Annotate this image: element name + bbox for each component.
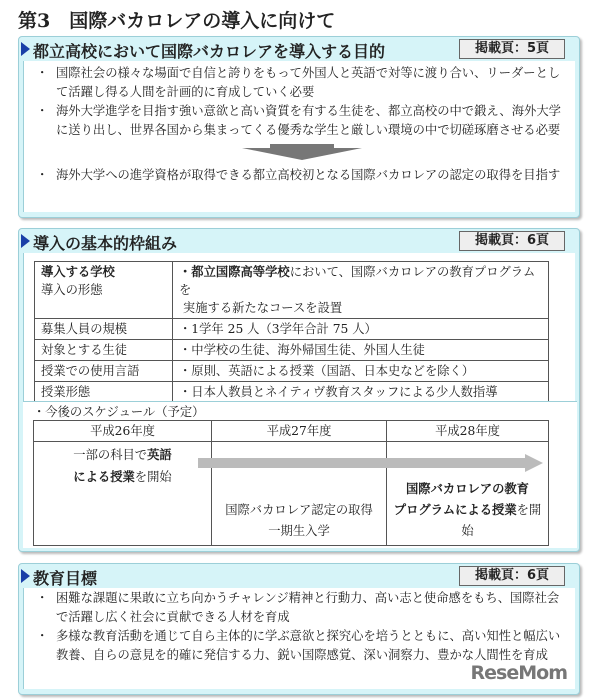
schedule-text: 一期生入学 <box>268 524 330 538</box>
down-arrow-icon <box>242 144 362 160</box>
row-label: 募集人員の規模 <box>35 319 173 340</box>
row-label: 対象とする生徒 <box>35 340 173 361</box>
section-heading: 教育目標 <box>33 569 98 588</box>
table-row <box>34 421 549 442</box>
year-header: 平成26年度 <box>34 421 212 442</box>
panel-header <box>19 229 579 253</box>
schedule-area <box>23 401 577 548</box>
table-row <box>35 340 549 361</box>
bullet-item: ・ 国際社会の様々な場面で自信と誇りをもって外国人と英語で対等に渡り合い、リーダーとして活躍し得る人間を計画的に育成していく必要 <box>36 64 567 102</box>
row-value: ・1学年 25 人（3学年合計 75 人） <box>173 319 549 340</box>
purpose-panel <box>18 36 580 218</box>
school-name: ・都立国際高等学校 <box>179 265 290 279</box>
year-header: 平成28年度 <box>387 421 549 442</box>
bullet-item: ・ 多様な教育活動を通じて自ら主体的に学ぶ意欲と探究心を培うとともに、高い知性と幅広い教養、自らの意見を的確に発信する力、鋭い国際感覚、深い洞察力、豊かな人間性を育成 <box>36 627 567 665</box>
framework-panel <box>18 228 580 552</box>
bullet-item: ・ 困難な課題に果敢に立ち向かうチャレンジ精神と行動力、高い志と使命感をもち、国際社会で活躍し広く社会に貢献できる人材を育成 <box>36 589 567 627</box>
table-row <box>35 262 549 319</box>
schedule-text: を開始 <box>461 503 542 538</box>
row-value: において、国際バカロレアの教育プログラムを <box>179 265 536 297</box>
table-row <box>35 361 549 382</box>
arrow-icon <box>21 569 30 583</box>
section-heading: 導入の基本的枠組み <box>33 234 178 253</box>
panel-header <box>19 37 579 61</box>
framework-table <box>34 261 549 403</box>
resemom-logo: ReseMom <box>470 662 567 684</box>
arrow-icon <box>21 234 30 248</box>
schedule-text: による授業 <box>73 470 135 484</box>
schedule-text: プログラムによる授業 <box>393 503 517 517</box>
panel-body <box>23 61 575 212</box>
arrow-icon <box>21 42 30 56</box>
row-value: 実施する新たなコースを設置 <box>182 301 343 315</box>
page-reference: 掲載頁：5頁 <box>459 39 565 59</box>
table-row <box>35 382 549 403</box>
row-value: ・原則、英語による授業（国語、日本史などを除く） <box>173 361 549 382</box>
schedule-text: 国際バカロレア認定の取得 <box>225 503 373 517</box>
table-row <box>35 319 549 340</box>
bullet-item: ・ 海外大学進学を目指す強い意欲と高い資質を有する生徒を、都立高校の中で鍛え、海外大学に送り出し、世界各国から集まってくる優秀な学生と厳しい環境の中で切磋琢磨させる必要 <box>36 102 567 140</box>
schedule-label: ・今後のスケジュール（予定） <box>33 405 205 419</box>
row-label: 導入する学校 <box>41 265 115 279</box>
page-title: 第3 国際バカロレアの導入に向けて <box>18 10 336 32</box>
section-heading: 都立高校において国際バカロレアを導入する目的 <box>33 42 386 61</box>
year-header: 平成27年度 <box>212 421 387 442</box>
row-value: ・中学校の生徒、海外帰国生徒、外国人生徒 <box>173 340 549 361</box>
row-label: 授業形態 <box>35 382 173 403</box>
page-reference: 掲載頁：6頁 <box>459 231 565 251</box>
row-label: 授業での使用言語 <box>35 361 173 382</box>
table-row <box>34 442 549 546</box>
bullet-item: ・ 海外大学への進学資格が取得できる都立高校初となる国際バカロレアの認定の取得を目指す <box>36 166 567 185</box>
schedule-text: 一部の科目で <box>73 448 148 462</box>
row-value: ・日本人教員とネイティヴ教育スタッフによる少人数指導 <box>173 382 549 403</box>
schedule-table <box>33 420 549 546</box>
panel-header <box>19 564 579 588</box>
goals-panel <box>18 563 580 695</box>
row-label: 導入の形態 <box>41 283 103 297</box>
schedule-text: 英語 <box>147 448 172 462</box>
page-reference: 掲載頁：6頁 <box>459 566 565 586</box>
schedule-text: を開始 <box>134 470 172 484</box>
schedule-text: 国際バカロレアの教育 <box>406 482 529 496</box>
